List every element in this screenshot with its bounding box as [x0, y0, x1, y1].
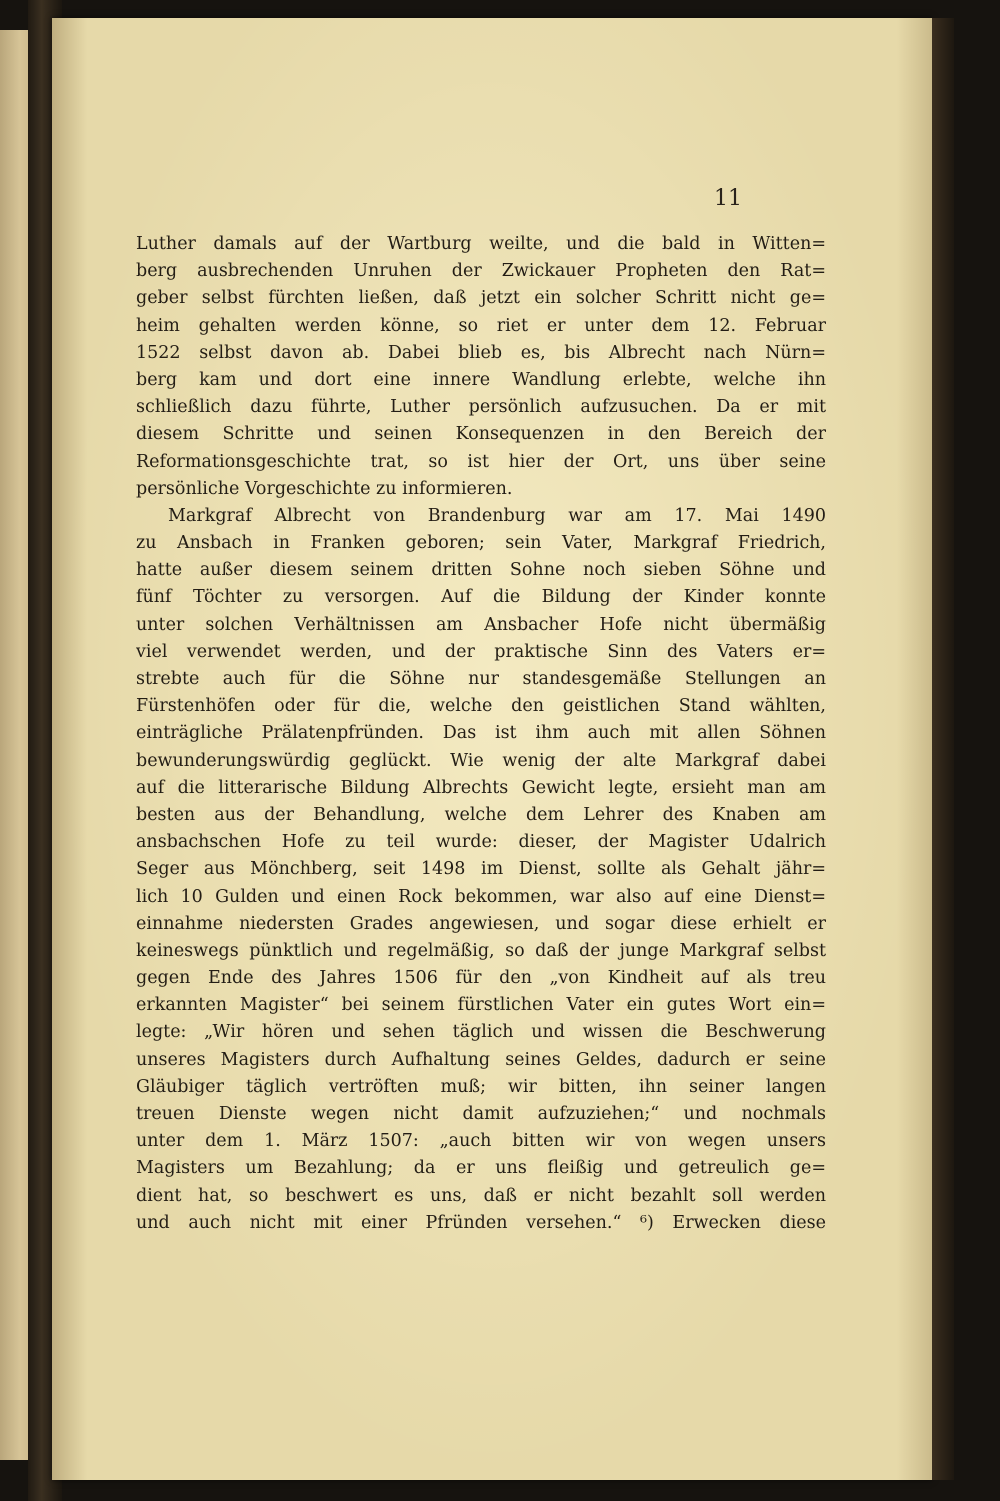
paragraph-start-line: Markgraf Albrecht von Brandenburg war am 17. Mai 1490 — [168, 505, 826, 526]
text-line: Magisters um Bezahlung; da er uns fleißig und getreulich ge= — [136, 1158, 826, 1179]
text-line: keineswegs pünktlich und regelmäßig, so daß der junge Markgraf selbst — [136, 940, 826, 961]
page-number: 11 — [714, 186, 742, 211]
text-line: Gläubiger täglich vertröften muß; wir bitten, ihn seiner langen — [136, 1076, 826, 1097]
text-line: und auch nicht mit einer Pfründen versehen.“ ⁶) Erwecken diese — [136, 1212, 826, 1233]
text-line: berg kam und dort eine innere Wandlung erlebte, welche ihn — [136, 369, 826, 390]
text-line: strebte auch für die Söhne nur standesgemäße Stellungen an — [136, 669, 826, 689]
text-line: legte: „Wir hören und sehen täglich und wissen die Beschwerung — [136, 1022, 826, 1043]
text-line: viel verwendet werden, und der praktische Sinn des Vaters er= — [136, 641, 826, 662]
text-line: berg ausbrechenden Unruhen der Zwickauer Propheten den Rat= — [136, 261, 826, 282]
text-line: ansbachschen Hofe zu teil wurde: dieser, der Magister Udalrich — [136, 832, 826, 853]
text-line: diesem Schritte und seinen Konsequenzen in den Bereich der — [136, 424, 826, 445]
book-page — [52, 18, 932, 1480]
text-line: Fürstenhöfen oder für die, welche den geistlichen Stand wählten, — [136, 696, 826, 717]
text-line: einträgliche Prälatenpfründen. Das ist ihm auch mit allen Söhnen — [136, 723, 826, 744]
text-line: geber selbst fürchten ließen, daß jetzt ein solcher Schritt nicht ge= — [136, 288, 826, 309]
text-line: 1522 selbst davon ab. Dabei blieb es, bis Albrecht nach Nürn= — [136, 342, 826, 363]
text-line: bewunderungswürdig geglückt. Wie wenig der alte Markgraf dabei — [136, 750, 826, 771]
text-line: heim gehalten werden könne, so riet er unter dem 12. Februar — [136, 315, 826, 336]
text-line: schließlich dazu führte, Luther persönlich aufzusuchen. Da er mit — [136, 397, 826, 418]
paragraph-end-line: persönliche Vorgeschichte zu informieren. — [136, 478, 513, 499]
text-line: Seger aus Mönchberg, seit 1498 im Dienst, sollte als Gehalt jähr= — [136, 859, 826, 880]
text-line: treuen Dienste wegen nicht damit aufzuziehen;“ und nochmals — [136, 1104, 826, 1124]
text-line: Reformationsgeschichte trat, so ist hier der Ort, uns über seine — [136, 451, 826, 472]
text-line: besten aus der Behandlung, welche dem Lehrer des Knaben am — [136, 804, 826, 825]
text-line: zu Ansbach in Franken geboren; sein Vater, Markgraf Friedrich, — [136, 533, 826, 554]
book-cover-edge — [932, 18, 954, 1480]
text-line: unter dem 1. März 1507: „auch bitten wir von wegen unsers — [136, 1131, 826, 1152]
text-line: einnahme niedersten Grades angewiesen, und sogar diese erhielt er — [136, 913, 826, 934]
text-line: fünf Töchter zu versorgen. Auf die Bildung der Kinder konnte — [136, 587, 826, 608]
text-line: gegen Ende des Jahres 1506 für den „von Kindheit auf als treu — [136, 968, 826, 989]
text-line: hatte außer diesem seinem dritten Sohne noch sieben Söhne und — [136, 560, 826, 581]
text-line: lich 10 Gulden und einen Rock bekommen, war also auf eine Dienst= — [136, 886, 826, 907]
text-line: auf die litterarische Bildung Albrechts Gewicht legte, ersieht man am — [136, 777, 826, 798]
text-line: unter solchen Verhältnissen am Ansbacher Hofe nicht übermäßig — [136, 614, 826, 635]
text-line: dient hat, so beschwert es uns, daß er nicht bezahlt soll werden — [136, 1185, 826, 1206]
text-line: unseres Magisters durch Aufhaltung seines Geldes, dadurch er seine — [136, 1049, 826, 1070]
body-text — [136, 231, 826, 1237]
text-line: erkannten Magister“ bei seinem fürstlichen Vater ein gutes Wort ein= — [136, 995, 826, 1016]
text-line: Luther damals auf der Wartburg weilte, und die bald in Witten= — [136, 234, 826, 254]
